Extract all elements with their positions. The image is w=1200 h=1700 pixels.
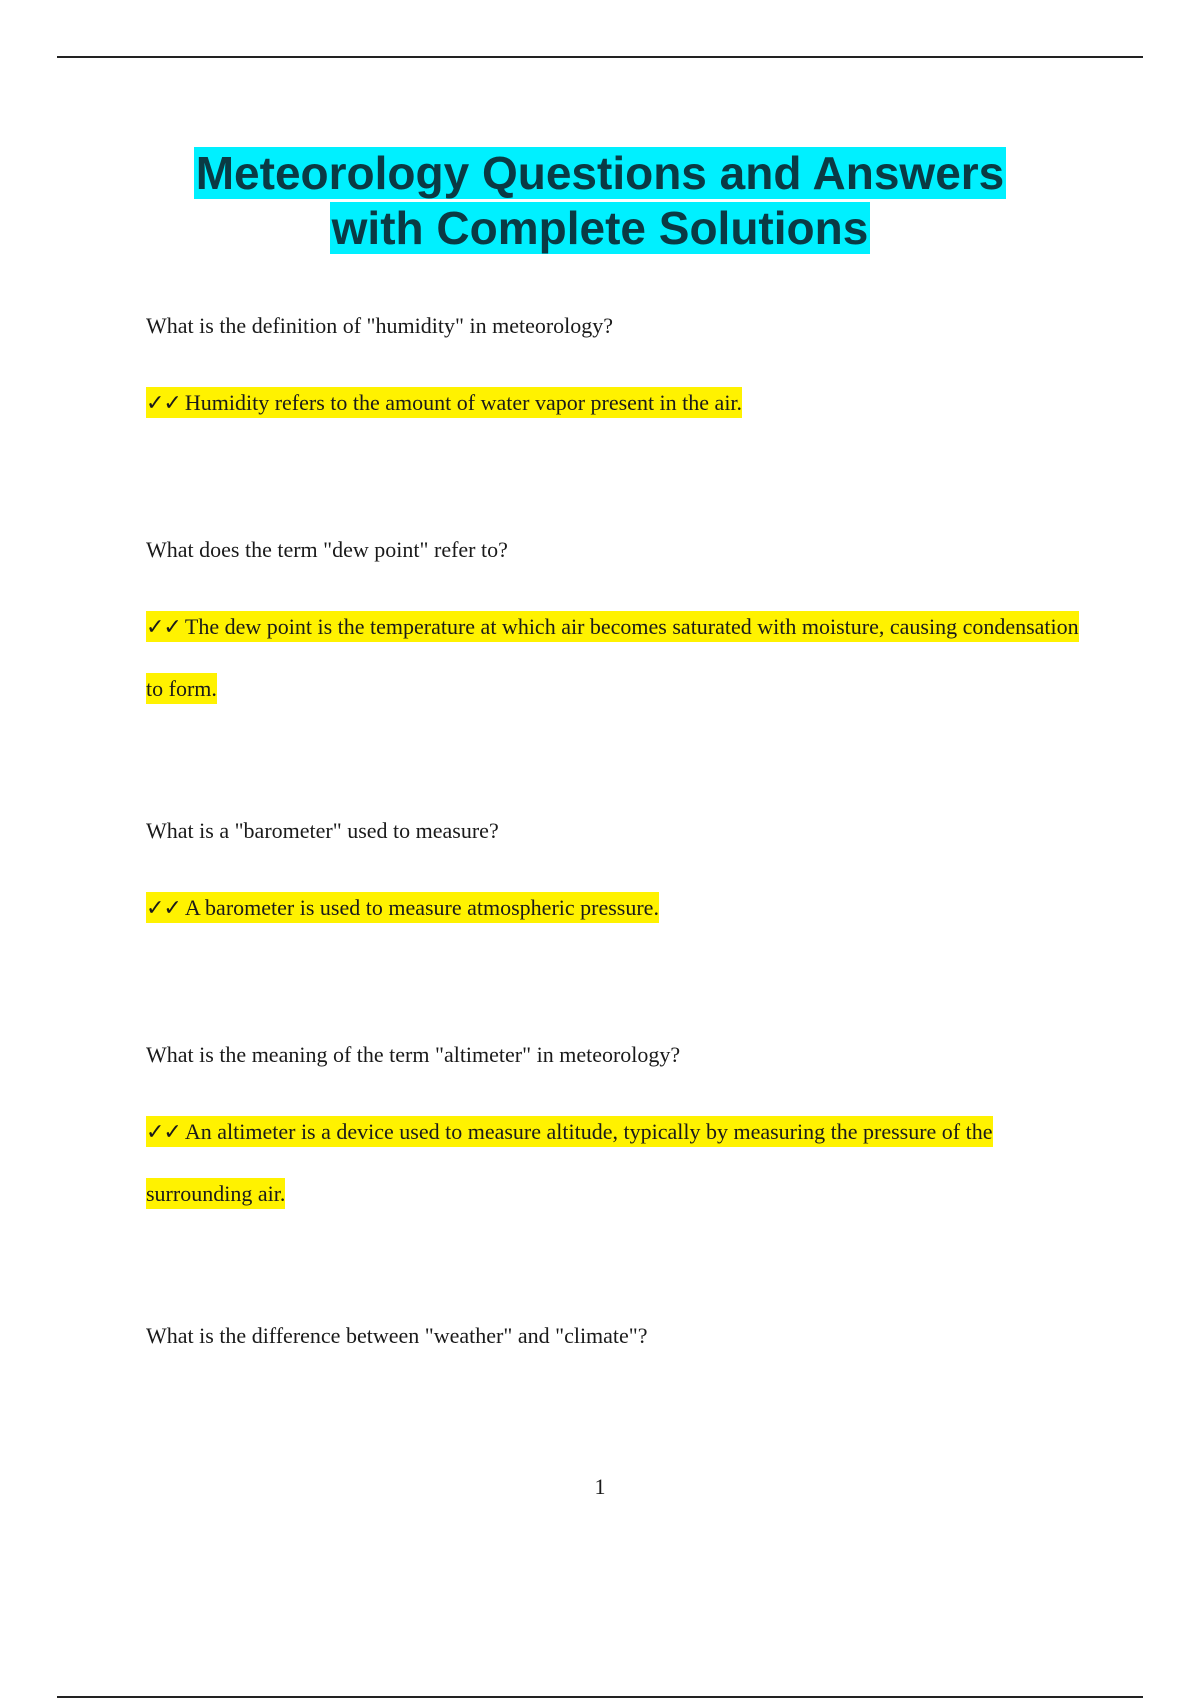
double-check-icon: ✓✓ — [146, 615, 181, 640]
question-5: What is the difference between "weather" and "climate"? — [146, 1323, 648, 1348]
double-check-icon: ✓✓ — [146, 1120, 181, 1145]
answer-2 — [146, 596, 1086, 719]
answer-highlight — [146, 892, 659, 923]
bottom-rule — [57, 1696, 1143, 1698]
question-1: What is the definition of "humidity" in meteorology? — [146, 313, 614, 338]
title-line-2: with Complete Solutions — [331, 202, 869, 254]
answer-highlight — [146, 611, 1079, 704]
double-check-icon: ✓✓ — [146, 896, 181, 921]
answer-1 — [146, 372, 1086, 434]
answer-highlight — [146, 1116, 993, 1209]
title-line-1: Meteorology Questions and Answers — [195, 147, 1005, 199]
question-4: What is the meaning of the term "altimeter" in meteorology? — [146, 1042, 681, 1067]
answer-highlight — [146, 387, 742, 418]
answer-3 — [146, 877, 1086, 939]
page-number: 1 — [594, 1474, 606, 1499]
answer-text: An altimeter is a device used to measure altitude, typically by measuring the pressure of the surrounding air. — [146, 1119, 993, 1206]
top-rule — [57, 56, 1143, 58]
answer-text: The dew point is the temperature at which air becomes saturated with moisture, causing condensation to form. — [146, 614, 1079, 701]
answer-4 — [146, 1101, 1086, 1224]
answer-text: A barometer is used to measure atmospheric pressure. — [184, 895, 659, 920]
question-3: What is a "barometer" used to measure? — [146, 818, 499, 843]
document-title — [0, 146, 1200, 256]
double-check-icon: ✓✓ — [146, 391, 181, 416]
question-2: What does the term "dew point" refer to? — [146, 537, 508, 562]
answer-text: Humidity refers to the amount of water vapor present in the air. — [184, 390, 743, 415]
